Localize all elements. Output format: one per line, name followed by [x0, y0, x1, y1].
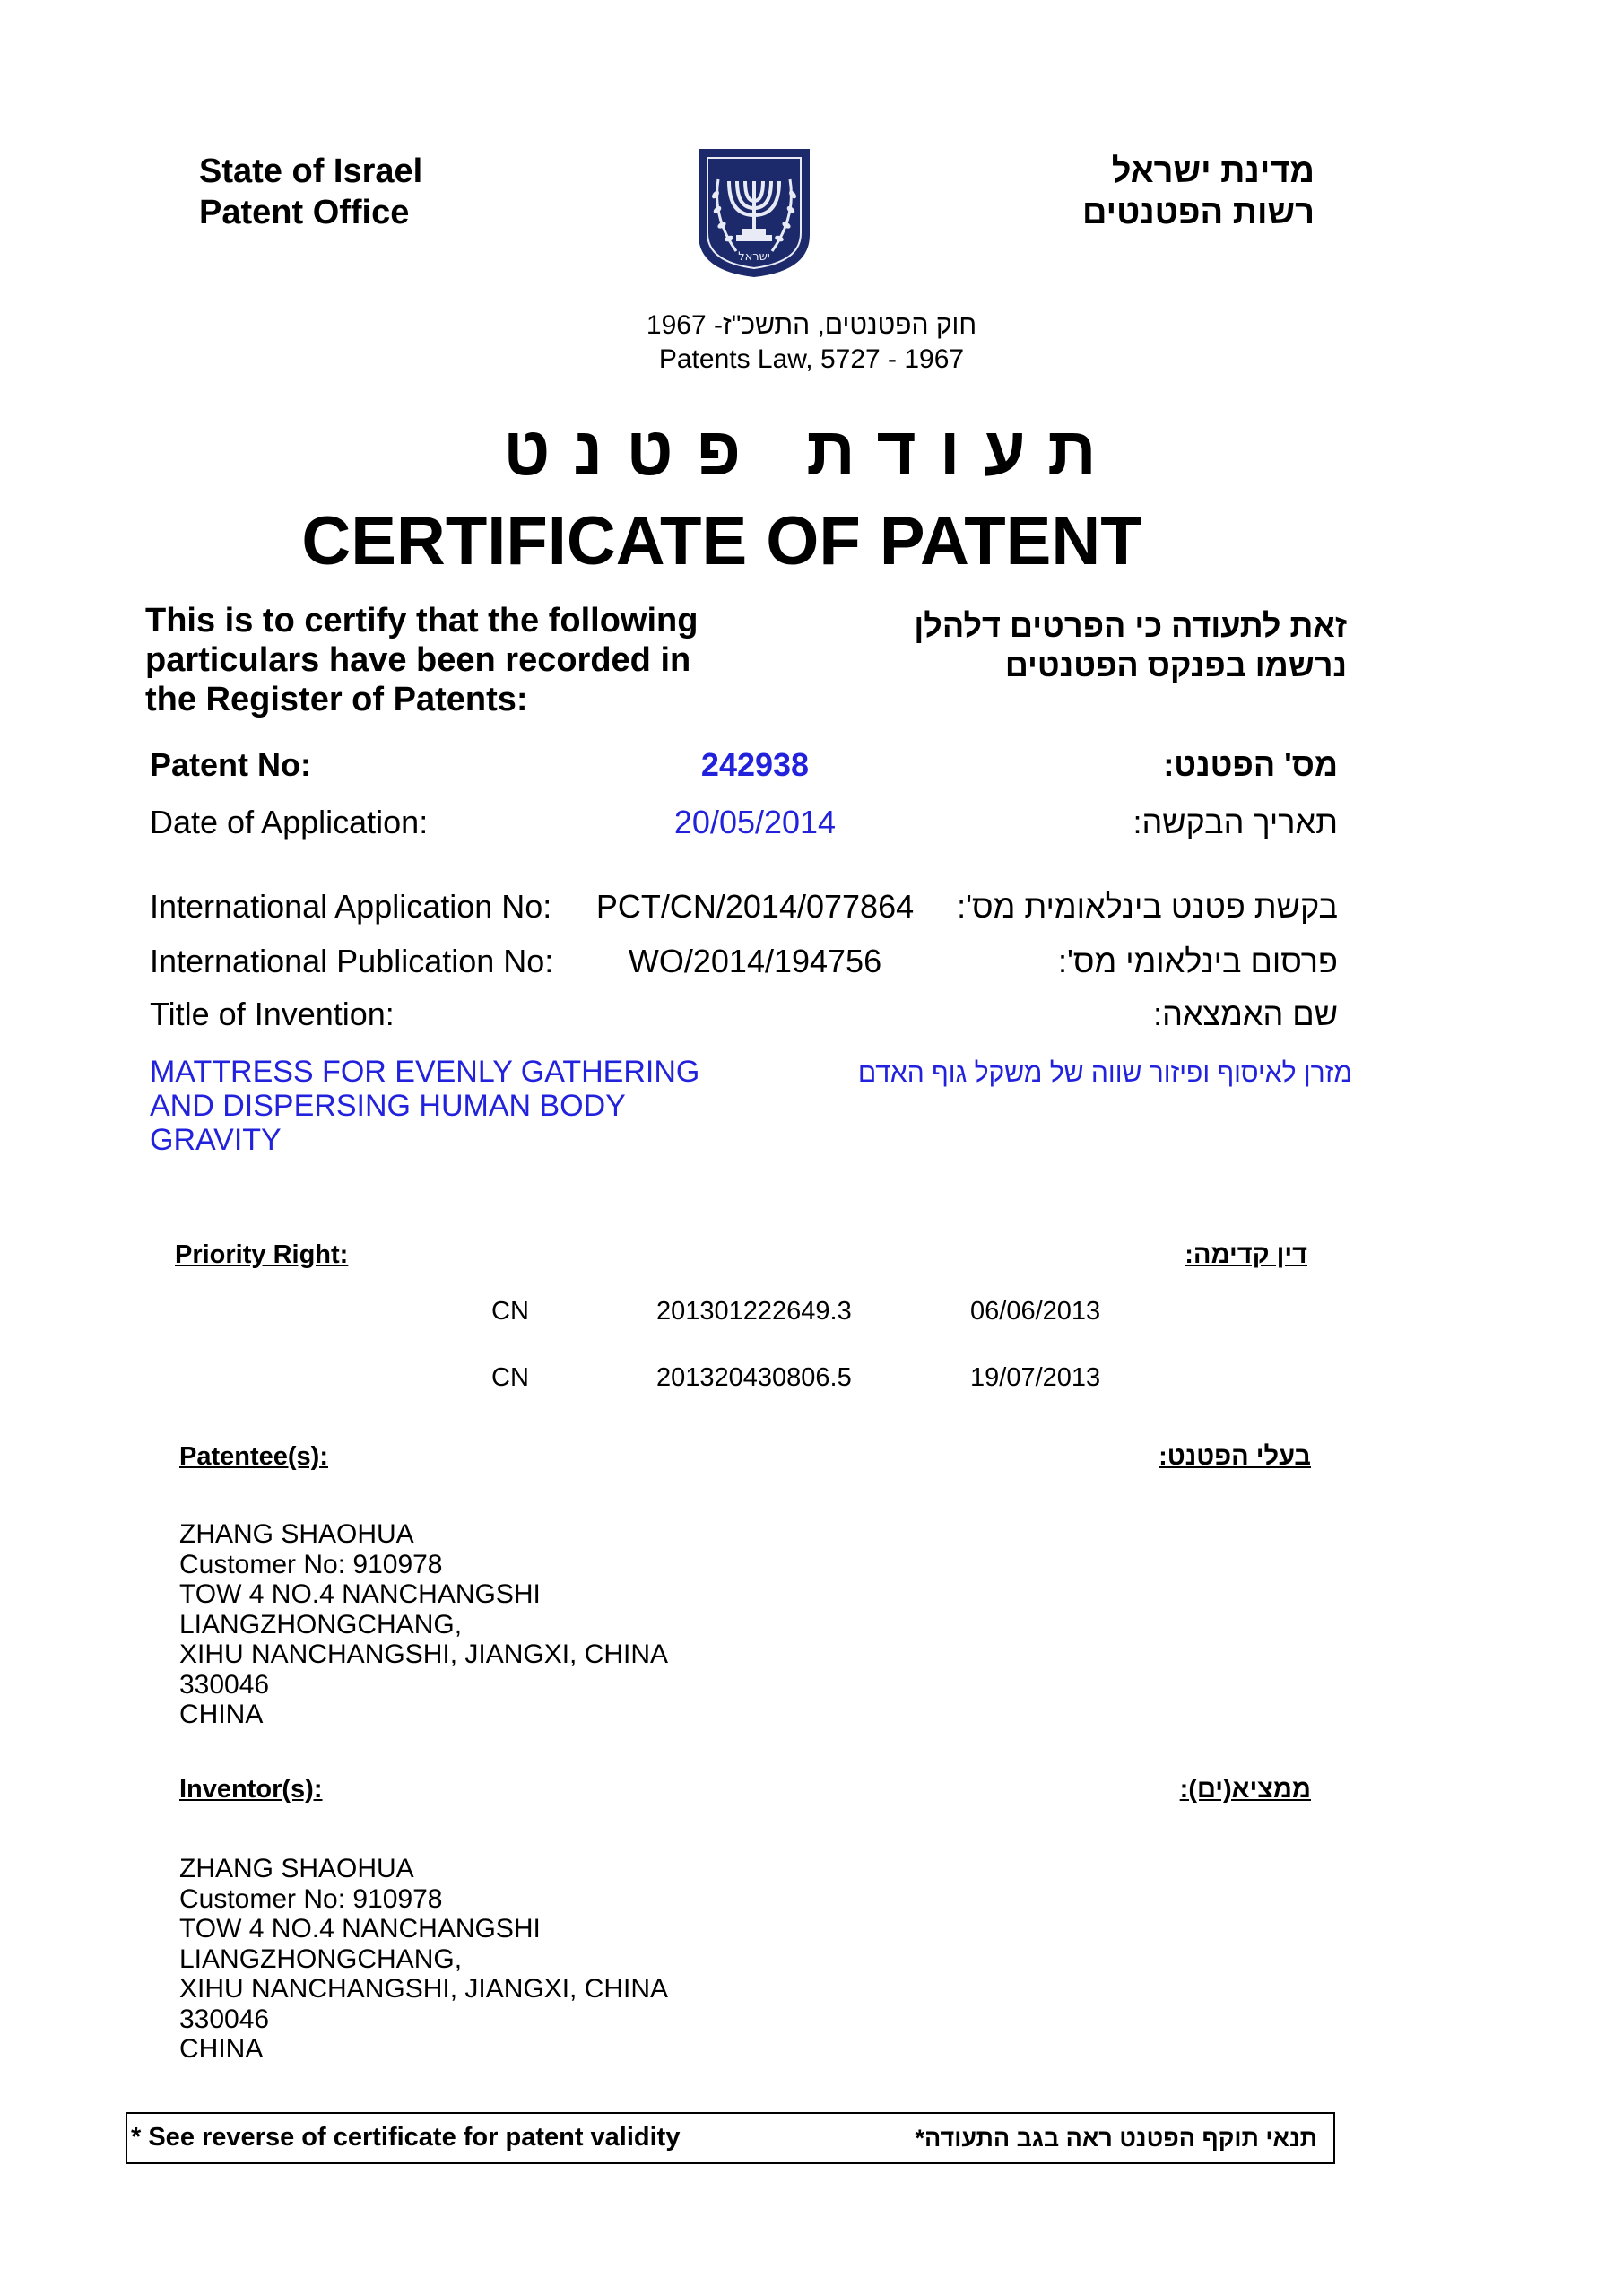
inventors-label: Inventor(s):: [179, 1775, 323, 1804]
patents-law-hebrew: חוק הפטנטים, התשכ"ז- 1967: [646, 310, 977, 340]
priority-country: CN: [491, 1363, 529, 1392]
title-of-invention-label-hebrew: שם האמצאה:: [1153, 996, 1338, 1032]
intro-line: the Register of Patents:: [145, 681, 528, 718]
invention-title-english: [150, 1055, 699, 1157]
state-of-israel-hebrew: מדינת ישראל: [1111, 152, 1315, 190]
priority-date: 06/06/2013: [970, 1297, 1101, 1326]
intl-publication-value: WO/2014/194756: [628, 943, 882, 979]
validity-note-english: * See reverse of certificate for patent validity: [131, 2123, 681, 2152]
priority-number: 201301222649.3: [656, 1297, 852, 1326]
intro-english: [145, 601, 698, 719]
intro-line-hebrew: זאת לתעודה כי הפרטים דלהלן: [914, 607, 1347, 644]
title-hebrew: תעודת פטנט: [503, 413, 1120, 490]
priority-number: 201320430806.5: [656, 1363, 852, 1392]
intl-publication-label-hebrew: פרסום בינלאומי מס':: [1058, 943, 1338, 979]
validity-note-box: [126, 2112, 1335, 2164]
intro-line-hebrew: נרשמו בפנקס הפטנטים: [1004, 647, 1347, 683]
inventor-address: ZHANG SHAOHUA Customer No: 910978 TOW 4 NO.4 NANCHANGSHI LIANGZHONGCHANG, XIHU NANCHANGSHI, JIANGXI, CHINA 330046 CHINA: [179, 1854, 669, 2064]
patent-no-value: 242938: [700, 746, 810, 783]
invention-title-line: MATTRESS FOR EVENLY GATHERING: [150, 1055, 700, 1089]
intl-application-label-hebrew: בקשת פטנט בינלאומית מס':: [957, 888, 1338, 925]
intro-line: particulars have been recorded in: [145, 641, 691, 679]
patents-law: [502, 309, 1121, 377]
inventors-label-hebrew: ממציא(ים):: [1179, 1775, 1311, 1804]
header-english: [199, 151, 422, 233]
priority-date: 19/07/2013: [970, 1363, 1101, 1392]
intl-application-label: International Application No:: [150, 888, 552, 925]
title-english: CERTIFICATE OF PATENT: [301, 503, 1142, 579]
title-of-invention-label: Title of Invention:: [150, 996, 395, 1032]
patents-law-english: Patents Law, 5727 - 1967: [658, 344, 965, 374]
invention-title-hebrew: מזרן לאיסוף ופיזור שווה של משקל גוף האדם: [857, 1058, 1352, 1088]
emblem-text: ישראל: [738, 250, 770, 264]
patent-no-label-hebrew: מס' הפטנט:: [1163, 746, 1338, 783]
patentee-address: ZHANG SHAOHUA Customer No: 910978 TOW 4 NO.4 NANCHANGSHI LIANGZHONGCHANG, XIHU NANCHANGSHI, JIANGXI, CHINA 330046 CHINA: [179, 1519, 669, 1729]
priority-right-label: Priority Right:: [175, 1240, 349, 1269]
state-of-israel-text: State of Israel: [199, 152, 423, 190]
patent-office-text: Patent Office: [199, 194, 410, 231]
application-date-value: 20/05/2014: [673, 804, 837, 840]
validity-note-hebrew: תנאי תוקף הפטנט ראה בגב התעודה*: [915, 2125, 1317, 2152]
intro-line: This is to certify that the following: [145, 602, 699, 639]
state-emblem-icon: [696, 145, 812, 280]
intl-application-value: PCT/CN/2014/077864: [595, 888, 915, 925]
application-date-label: Date of Application:: [150, 804, 429, 840]
priority-right-label-hebrew: דין קדימה:: [1185, 1240, 1307, 1269]
invention-title-line: AND DISPERSING HUMAN BODY: [150, 1089, 626, 1123]
patentees-label-hebrew: בעלי הפטנט:: [1159, 1442, 1311, 1471]
patent-office-hebrew: רשות הפטנטים: [1082, 194, 1315, 231]
priority-country: CN: [491, 1297, 529, 1326]
patent-no-label: Patent No:: [150, 746, 311, 783]
patentees-label: Patentee(s):: [179, 1442, 328, 1471]
intro-hebrew: [897, 606, 1347, 685]
intl-publication-label: International Publication No:: [150, 943, 554, 979]
invention-title-line: GRAVITY: [150, 1123, 282, 1157]
header-hebrew: [986, 151, 1315, 233]
application-date-label-hebrew: תאריך הבקשה:: [1133, 804, 1338, 840]
